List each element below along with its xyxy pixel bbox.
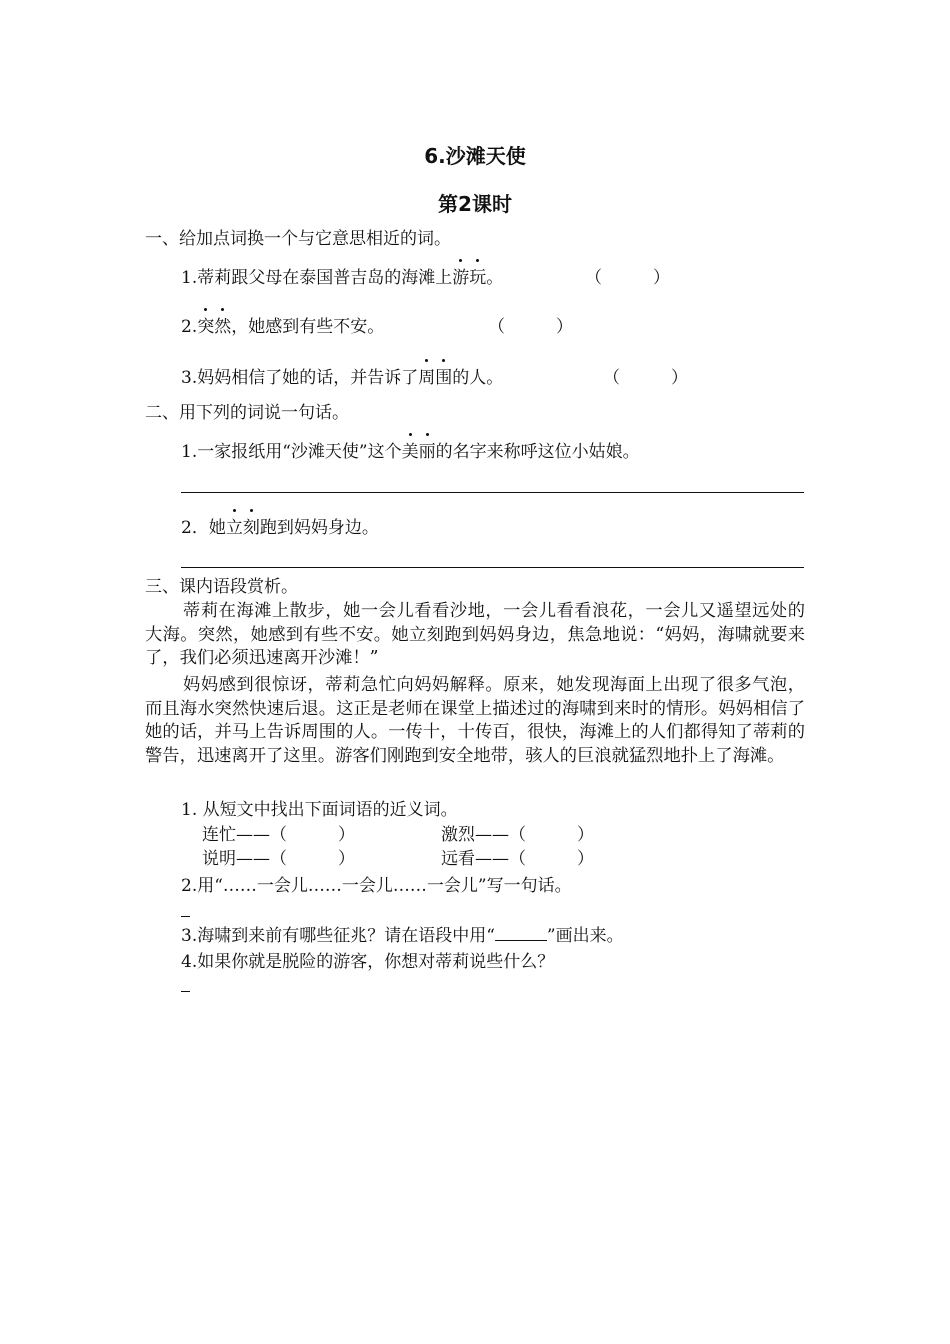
q-text: 2. (181, 317, 198, 337)
q-text: 。 (486, 268, 504, 288)
reading-paragraph-1: 蒂莉在海滩上散步，她一会儿看看沙地，一会儿看看浪花，一会儿又遥望远处的大海。突然，她感到有些不安。她立刻跑到妈妈身边，焦急地说：“妈妈，海啸就要来了，我们必须迅速离开沙滩！” (145, 601, 805, 668)
q-text: 的人。 (452, 368, 504, 388)
synonym-item[interactable]: 连忙——（ ） (202, 825, 355, 845)
lesson-subtitle: 第2课时 (438, 192, 512, 216)
section3-heading: 三、课内语段赏析。 (145, 577, 298, 597)
emphasis-char: 突 (197, 317, 215, 337)
emphasis-char: 围 (435, 368, 453, 388)
section2-heading: 二、用下列的词说一句话。 (145, 403, 349, 423)
emphasis-char: 丽 (418, 442, 436, 462)
q-text: 跑到妈妈身边。 (259, 518, 379, 538)
q-text: 2．她 (181, 518, 226, 538)
q-text: 3.海啸到来前有哪些征兆？请在语段中用“ (181, 926, 495, 946)
s2-question-2 (181, 517, 379, 539)
answer-paren[interactable]: （ ） (488, 317, 573, 337)
answer-paren[interactable]: （ ） (585, 268, 670, 288)
s3-question-1: 1. 从短文中找出下面词语的近义词。 (181, 800, 458, 820)
s1-question-1 (181, 267, 503, 289)
answer-mark[interactable] (181, 991, 190, 992)
q-text: 的名字来称呼这位小姑娘。 (435, 442, 640, 462)
reading-paragraph-2: 妈妈感到很惊讶，蒂莉急忙向妈妈解释。原来，她发现海面上出现了很多气泡，而且海水突然快速后退。这正是老师在课堂上描述过的海啸到来时的情形。妈妈相信了她的话，并马上告诉周围的人。一传十，十传百，很快，海滩上的人们都得知了蒂莉的警告，迅速离开了这里。游客们刚跑到安全地带，骇人的巨浪就猛烈地扑上了海滩。 (145, 675, 805, 766)
emphasis-char: 玩 (469, 268, 487, 288)
s3-question-3 (181, 925, 624, 947)
emphasis-char: 周 (418, 368, 436, 388)
answer-line[interactable] (181, 567, 804, 568)
emphasis-char: 立 (225, 518, 243, 538)
q-text: ”画出来。 (546, 926, 624, 946)
s3-question-2: 2.用“……一会儿……一会儿……一会儿”写一句话。 (181, 876, 572, 896)
underline-sample (495, 926, 547, 941)
synonym-item[interactable]: 激烈——（ ） (441, 825, 594, 845)
emphasis-char: 刻 (242, 518, 260, 538)
emphasis-char: 美 (401, 442, 419, 462)
q-text: ，她感到有些不安。 (231, 317, 385, 337)
section1-heading: 一、给加点词换一个与它意思相近的词。 (145, 229, 451, 249)
answer-paren[interactable]: （ ） (603, 368, 688, 388)
q-text: 3.妈妈相信了她的话，并告诉了 (181, 368, 419, 388)
answer-mark[interactable] (181, 916, 190, 917)
q-text: 1.一家报纸用“沙滩天使”这个 (181, 442, 402, 462)
lesson-title: 6.沙滩天使 (424, 144, 526, 168)
emphasis-char: 然 (214, 317, 232, 337)
emphasis-char: 游 (452, 268, 470, 288)
s2-question-1 (181, 441, 640, 463)
s1-question-2 (181, 316, 384, 338)
synonym-item[interactable]: 远看——（ ） (441, 849, 594, 869)
s1-question-3 (181, 367, 503, 389)
s3-question-4: 4.如果你就是脱险的游客，你想对蒂莉说些什么？ (181, 952, 555, 972)
q-text: 1.蒂莉跟父母在泰国普吉岛的海滩上 (181, 268, 453, 288)
answer-line[interactable] (181, 492, 804, 493)
synonym-item[interactable]: 说明——（ ） (202, 849, 355, 869)
